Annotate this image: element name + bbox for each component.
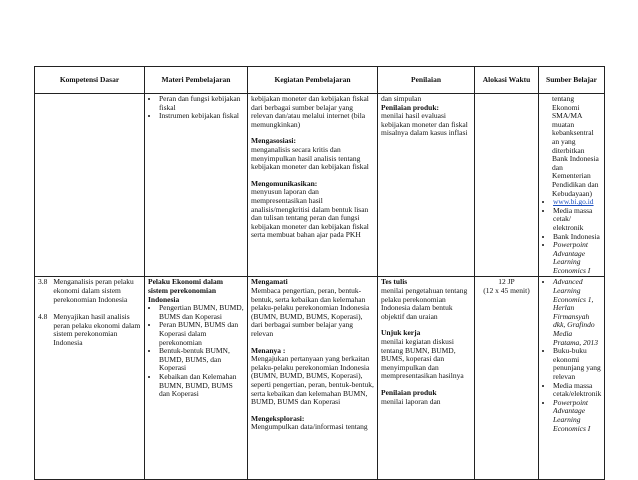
section-heading: Penilaian produk — [381, 388, 437, 397]
section-heading: Penilaian produk: — [381, 102, 440, 112]
paragraph: dan simpulan — [381, 94, 422, 103]
kd-text: Menganalisis peran pelaku ekonomi dalam sistem perekonomian Indonesia — [53, 277, 134, 304]
paragraph: menganalisis secara kritis dan menyimpulkan hasil analisis tentang kebijakan moneter dan kebijakan fiskal — [251, 144, 369, 172]
paragraph: Membaca pengertian, peran, bentuk-bentuk, serta kebaikan dan kelemahan pelaku-pelaku perekonomian Indonesia (BUMN, BUMD, BUMS, Koperasi), dari berbagai sumber belajar yang relevan — [251, 286, 370, 339]
cell-materi — [145, 277, 248, 480]
kd-item — [38, 313, 141, 347]
list-item: • Advanced Learning Economics 1, Herlan Firmansyah dkk, Grafindo Media Pratama, 2013 — [553, 278, 601, 347]
header-row — [35, 67, 605, 94]
alokasi-menit: (12 x 45 menit) — [483, 286, 530, 296]
header-materi: Materi Pembelajaran — [145, 67, 248, 94]
table-row — [35, 277, 605, 480]
list-item: • Powerpoint Advantage Learning Economics I — [553, 241, 601, 275]
paragraph: tentang Ekonomi SMA/MA muatan kebanksentral an yang diterbitkan Bank Indonesia dan Kementerian Pendidikan dan Kebudayaan) — [552, 94, 599, 198]
list-item: • Bentuk-bentuk BUMN, BUMD, BUMS, dan Koperasi — [159, 347, 244, 373]
section-heading: Mengeksplorasi: — [251, 413, 305, 423]
paragraph: menyusun laporan dan mempresentasikan hasil analisis/mengkritisi dalam bentuk lisan dan tulisan tentang peran dan fungsi kebijakan moneter dan kebijakan fiskal serta membuat bahan ajar pada PKH — [251, 187, 369, 240]
section-heading: Tes tulis — [381, 277, 408, 287]
section-heading: Mengomunikasikan: — [251, 178, 318, 188]
header-penilaian: Penilaian — [378, 67, 475, 94]
list-item: • Media massa cetak/ elektronik — [553, 207, 601, 233]
materi-title: Pelaku Ekonomi dalam sistem perekonomian Indonesia — [148, 277, 224, 304]
cell-kegiatan — [248, 277, 378, 480]
list-item: • Peran dan fungsi kebijakan fiskal — [159, 95, 244, 112]
list-item: • Powerpoint Advantage Learning Economics I — [553, 399, 601, 433]
header-sumber-belajar: Sumber Belajar — [539, 67, 605, 94]
cell-sumber — [539, 277, 605, 480]
list-item: • Bank Indonesia — [553, 233, 601, 242]
section-heading: Unjuk kerja — [381, 328, 421, 338]
header-kompetensi-dasar: Kompetensi Dasar — [35, 67, 145, 94]
syllabus-table — [34, 66, 605, 480]
list-item: • Buku-buku ekonomi penunjang yang relevan — [553, 347, 601, 381]
paragraph: Mengumpulkan data/informasi tentang — [251, 422, 368, 432]
link[interactable]: www.bi.go.id — [553, 197, 594, 207]
cell-penilaian — [378, 94, 475, 277]
list-item: • Pengertian BUMN, BUMD, BUMS dan Koperasi — [159, 304, 244, 321]
list-item: • Kebaikan dan Kelemahan BUMN, BUMD, BUMS dan Koperasi — [159, 373, 244, 399]
section-heading: Menanya : — [251, 345, 286, 355]
cell-alokasi — [475, 277, 539, 480]
paragraph: menilai kegiatan diskusi tentang BUMN, BUMD, BUMS, koperasi dan menyimpulkan dan mempresentasikan hasilnya — [381, 337, 464, 381]
cell-sumber — [539, 94, 605, 277]
table-row — [35, 94, 605, 277]
cell-kd — [35, 94, 145, 277]
paragraph: menilai laporan dan — [381, 396, 441, 406]
kd-number: 3.8 — [38, 277, 48, 287]
cell-penilaian — [378, 277, 475, 480]
cell-alokasi — [475, 94, 539, 277]
list-item: • Media massa cetak/elektronik — [553, 382, 601, 399]
paragraph: kebijakan moneter dan kebijakan fiskal dari berbagai sumber belajar yang relevan dan/atau melalui internet (bila memungkinkan) — [251, 94, 369, 129]
cell-kegiatan — [248, 94, 378, 277]
paragraph: menilai pengetahuan tentang pelaku perekonomian Indonesia dalam bentuk objektif dan uraian — [381, 286, 468, 321]
header-kegiatan: Kegiatan Pembelajaran — [248, 67, 378, 94]
list-item: • Instrumen kebijakan fiskal — [159, 112, 244, 121]
alokasi-jp: 12 JP — [498, 277, 515, 287]
kd-item — [38, 278, 141, 304]
section-heading: Mengamati — [251, 277, 288, 287]
kd-number: 4.8 — [38, 312, 48, 322]
cell-materi — [145, 94, 248, 277]
cell-kd — [35, 277, 145, 480]
kd-text: Menyajikan hasil analisis peran pelaku ekonomi dalam sistem perekonomian Indonesia — [53, 312, 141, 348]
header-alokasi-waktu: Alokasi Waktu — [475, 67, 539, 94]
paragraph: Mengajukan pertanyaan yang berkaitan pelaku-pelaku perekonomian Indonesia (BUMN, BUMD, BUMS, Koperasi), seperti pengertian, peran, bentuk-bentuk, serta kebaikan dan kelemahan BUMN, BUMD, BUMS dan Koperasi — [251, 354, 374, 407]
paragraph: menilai hasil evaluasi kebijakan moneter dan fiskal misalnya dalam kasus inflasi — [381, 111, 468, 138]
list-item: • Peran BUMN, BUMS dan Koperasi dalam perekonomian — [159, 321, 244, 347]
section-heading: Mengasosiasi: — [251, 136, 296, 146]
